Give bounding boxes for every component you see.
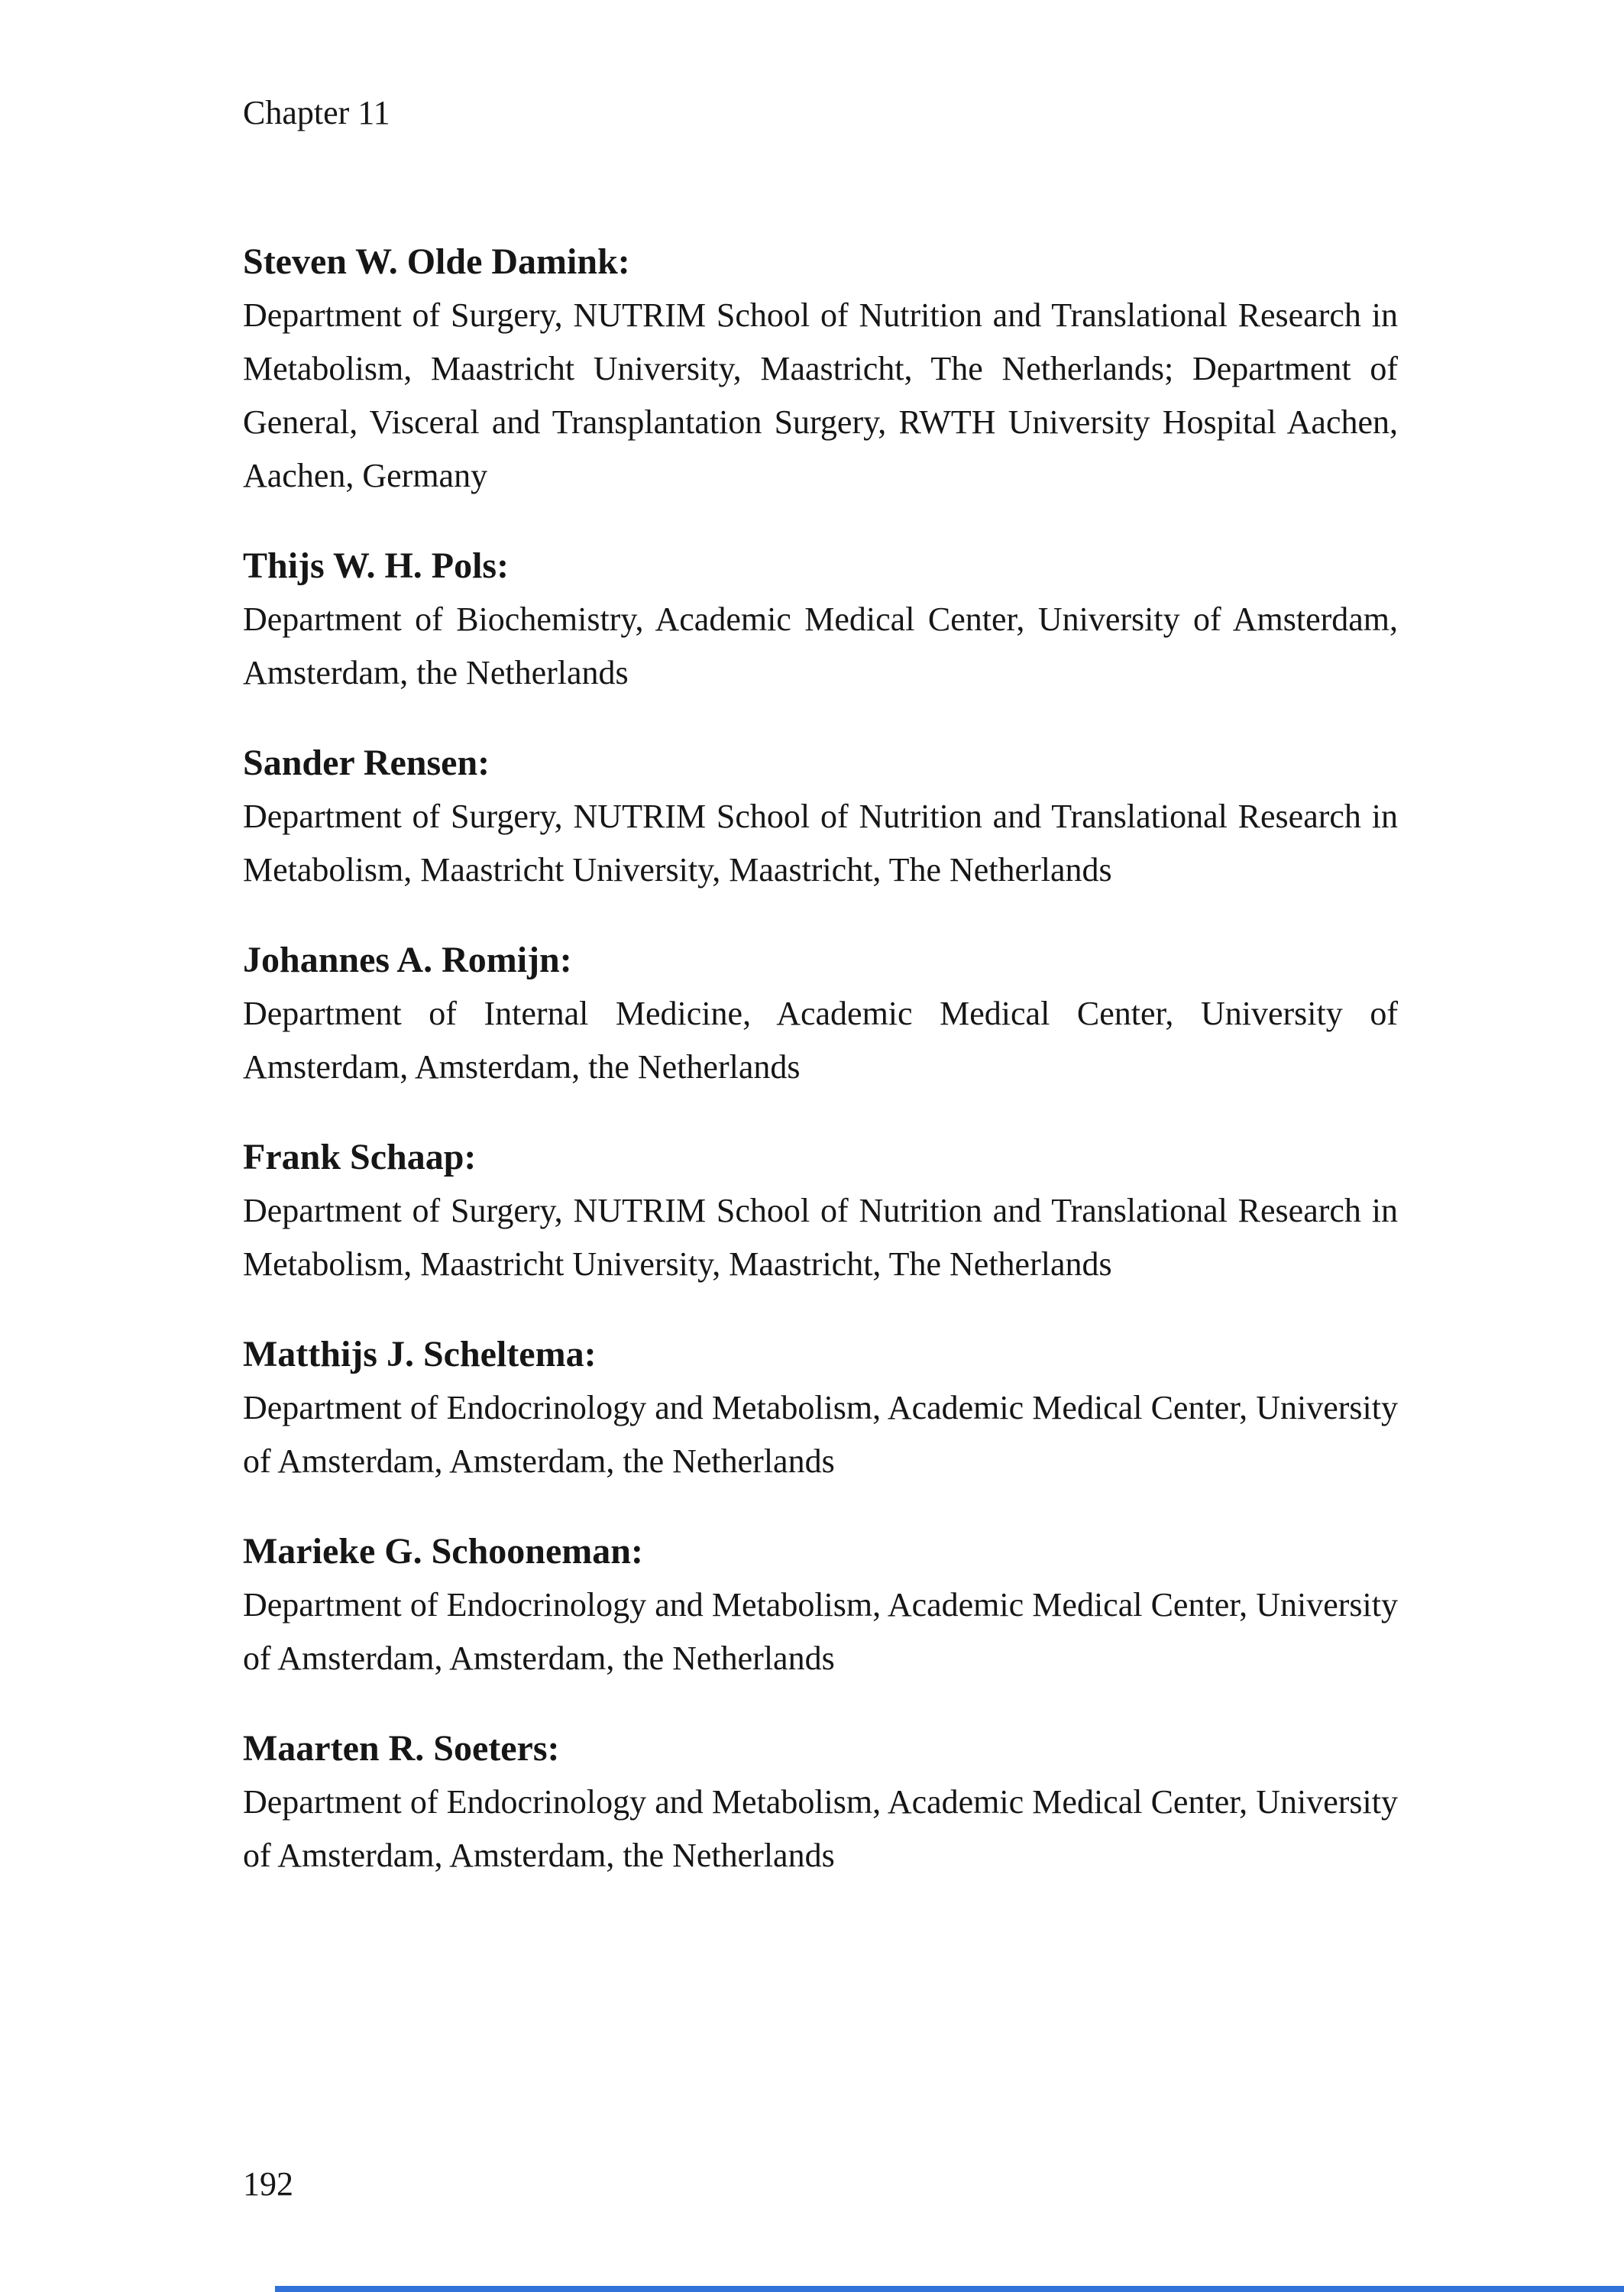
author-block: [243, 539, 1398, 700]
bottom-accent-bar: [275, 2286, 1624, 2292]
author-affiliation: Department of Surgery, NUTRIM School of Nutrition and Translational Research in Metabolism, Maastricht University, Maastricht, The Netherlands; Department of General, Visceral and Transplantation Surgery, RWTH University Hospital Aachen, Aachen, Germany: [243, 296, 1398, 494]
author-block: [243, 235, 1398, 503]
author-name: Matthijs J. Scheltema:: [243, 1334, 597, 1374]
author-block: [243, 1131, 1398, 1291]
author-name: Steven W. Olde Damink:: [243, 241, 630, 282]
page-number: 192: [243, 2165, 293, 2203]
author-affiliation: Department of Endocrinology and Metabolism, Academic Medical Center, University of Amsterdam, Amsterdam, the Netherlands: [243, 1389, 1398, 1480]
author-list: [243, 235, 1398, 1919]
author-block: [243, 736, 1398, 897]
running-header: Chapter 11: [243, 94, 390, 131]
author-affiliation: Department of Endocrinology and Metabolism, Academic Medical Center, University of Amsterdam, Amsterdam, the Netherlands: [243, 1586, 1398, 1677]
author-block: [243, 1722, 1398, 1882]
author-name: Johannes A. Romijn:: [243, 940, 572, 980]
author-block: [243, 1328, 1398, 1488]
author-affiliation: Department of Internal Medicine, Academic Medical Center, University of Amsterdam, Amsterdam, the Netherlands: [243, 995, 1398, 1086]
author-name: Sander Rensen:: [243, 743, 490, 783]
author-affiliation: Department of Endocrinology and Metabolism, Academic Medical Center, University of Amsterdam, Amsterdam, the Netherlands: [243, 1783, 1398, 1874]
author-affiliation: Department of Surgery, NUTRIM School of Nutrition and Translational Research in Metabolism, Maastricht University, Maastricht, The Netherlands: [243, 798, 1398, 889]
author-block: [243, 934, 1398, 1094]
author-affiliation: Department of Biochemistry, Academic Medical Center, University of Amsterdam, Amsterdam, the Netherlands: [243, 601, 1398, 691]
author-affiliation: Department of Surgery, NUTRIM School of Nutrition and Translational Research in Metabolism, Maastricht University, Maastricht, The Netherlands: [243, 1192, 1398, 1283]
author-name: Marieke G. Schooneman:: [243, 1531, 643, 1572]
author-name: Thijs W. H. Pols:: [243, 545, 510, 586]
author-name: Maarten R. Soeters:: [243, 1728, 560, 1769]
author-name: Frank Schaap:: [243, 1137, 477, 1177]
author-block: [243, 1525, 1398, 1685]
